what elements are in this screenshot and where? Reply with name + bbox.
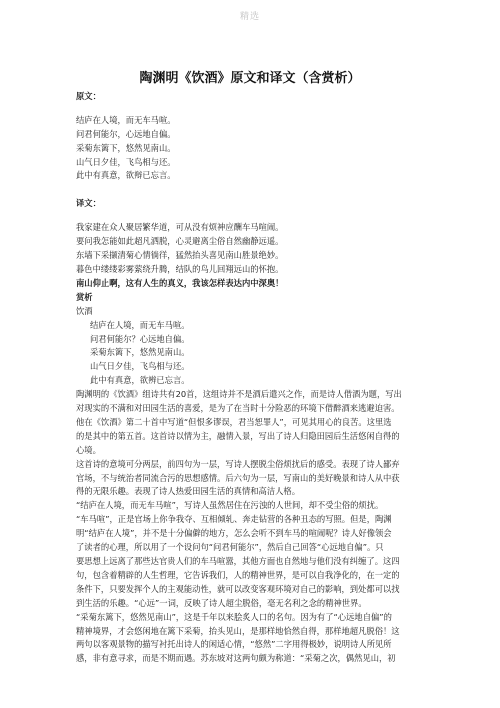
watermark: 精选: [239, 12, 260, 22]
body-line: 条件下，只要发挥个人的主观能动性，就可以改变客观环境对自己的影响，到处都可以找: [76, 583, 400, 594]
original-line: 问君何能尔，心远地自偏。: [76, 128, 176, 139]
body-line: 要思想上远离了那些达官贵人们的车马喧嚣，其他方面也自然地与他们没有纠缠了。这四: [76, 556, 400, 567]
body-line: 到生活的乐趣。“心远”一词，反映了诗人超尘脱俗，毫无名利之念的精神世界。: [76, 597, 367, 608]
translation-line: 我家建在众人聚居繁华道，可从没有烦神应酬车马喧闹。: [76, 222, 284, 233]
appreciation-body: [76, 388, 434, 666]
body-line: 他在《饮酒》第二十首中写道“但恨多谬误，君当恕罪人”，可见其用心的良苦。这里选: [76, 416, 392, 427]
appreciation-poem: [76, 319, 434, 389]
body-line: 这首诗的意境可分两层，前四句为一层，写诗人摆脱尘俗烦扰后的感受。表现了诗人鄙弃: [76, 458, 400, 469]
body-line: 官场，不与统治者同流合污的思想感情。后六句为一层，写南山的美好晚景和诗人从中获: [76, 472, 400, 483]
body-line: “车马喧”，正是官场上你争我夺、互相倾轧、奔走钻营的各种丑态的写照。但是，陶渊: [76, 514, 392, 525]
body-line: 得的无限乐趣。表现了诗人热爱田园生活的真情和高洁人格。: [76, 486, 301, 497]
body-line: 感，非有意寻求，而是不期而遇。苏东坡对这两句颇为称道：“采菊之次，偶然见山，初: [76, 653, 396, 664]
body-line: 了读者的心理，所以用了一个设问句“问君何能尔”，然后自己回答“心远地自偏”。只: [76, 542, 384, 553]
body-line: 心境。: [76, 444, 101, 455]
body-line: 陶渊明的《饮酒》组诗共有20首，这组诗并不是酒后遣兴之作，而是诗人借酒为题，写出: [76, 389, 402, 400]
translation-line: 暮色中缕缕彩雾萦绕升腾，结队的鸟儿回翔远山的怀抱。: [76, 263, 284, 274]
body-line: “结庐在人境，而无车马喧”，写诗人虽然居住在污浊的人世间，却不受尘俗的烦扰。: [76, 500, 384, 511]
body-line: “采菊东篱下，悠然见南山”，这是千年以来脍炙人口的名句。因为有了“心远地自偏”的: [76, 611, 392, 622]
translation-line: 要问我怎能如此超凡洒脱，心灵避离尘俗自然幽静远遥。: [76, 236, 284, 247]
appreciation-poem-title: 饮酒: [76, 305, 93, 316]
original-line: 结庐在人境，而无车马喧。: [76, 114, 176, 125]
translation-line: 南山仰止啊，这有人生的真义，我该怎样表达内中深奥！: [76, 277, 284, 288]
document-body: [76, 90, 434, 666]
poem-line: 采菊东篱下，悠然见南山。: [90, 347, 190, 358]
body-line: 两句以客观景物的描写衬托出诗人的闲适心情，“悠然”二字用得极妙，说明诗人所见所: [76, 639, 392, 650]
poem-line: 山气日夕佳，飞鸟相与还。: [90, 361, 190, 372]
poem-line: 问君何能尔？心远地自偏。: [90, 333, 190, 344]
body-line: 精神境界，才会悠闲地在篱下采菊，抬头见山，是那样地恰然自得，那样地超凡脱俗！这: [76, 625, 400, 636]
poem-line: 此中有真意，欲辨已忘言。: [90, 375, 190, 386]
translation-text: [76, 221, 434, 291]
body-line: 明“结庐在人境”，并不是十分偏僻的地方，怎么会听不到车马的喧闹呢？诗人好像领会: [76, 528, 392, 539]
body-line: 对现实的不满和对田园生活的喜爱，是为了在当时十分险恶的环境下借醉酒来逃避迫害。: [76, 403, 400, 414]
original-heading: 原文：: [76, 91, 101, 101]
original-line: 采菊东篱下，悠然见南山。: [76, 142, 176, 153]
document-title: 陶渊明《饮酒》原文和译文（含赏析）: [139, 71, 361, 86]
original-line: 此中有真意，欲辩已忘言。: [76, 170, 176, 181]
body-line: 句，包含着精辟的人生哲理，它告诉我们，人的精神世界，是可以自我净化的，在一定的: [76, 569, 400, 580]
appreciation-heading: 赏析: [76, 291, 93, 302]
body-line: 的是其中的第五首。这首诗以情为主，融情入景，写出了诗人归隐田园后生活悠闲自得的: [76, 430, 400, 441]
original-poem: [76, 114, 434, 183]
translation-heading: 译文：: [76, 198, 101, 209]
original-line: 山气日夕佳，飞鸟相与还。: [76, 156, 176, 167]
translation-line: 东墙下采撷清菊心情徜徉，猛然抬头喜见南山胜景绝妙。: [76, 250, 284, 261]
poem-line: 结庐在人境，而无车马喧。: [90, 319, 190, 330]
